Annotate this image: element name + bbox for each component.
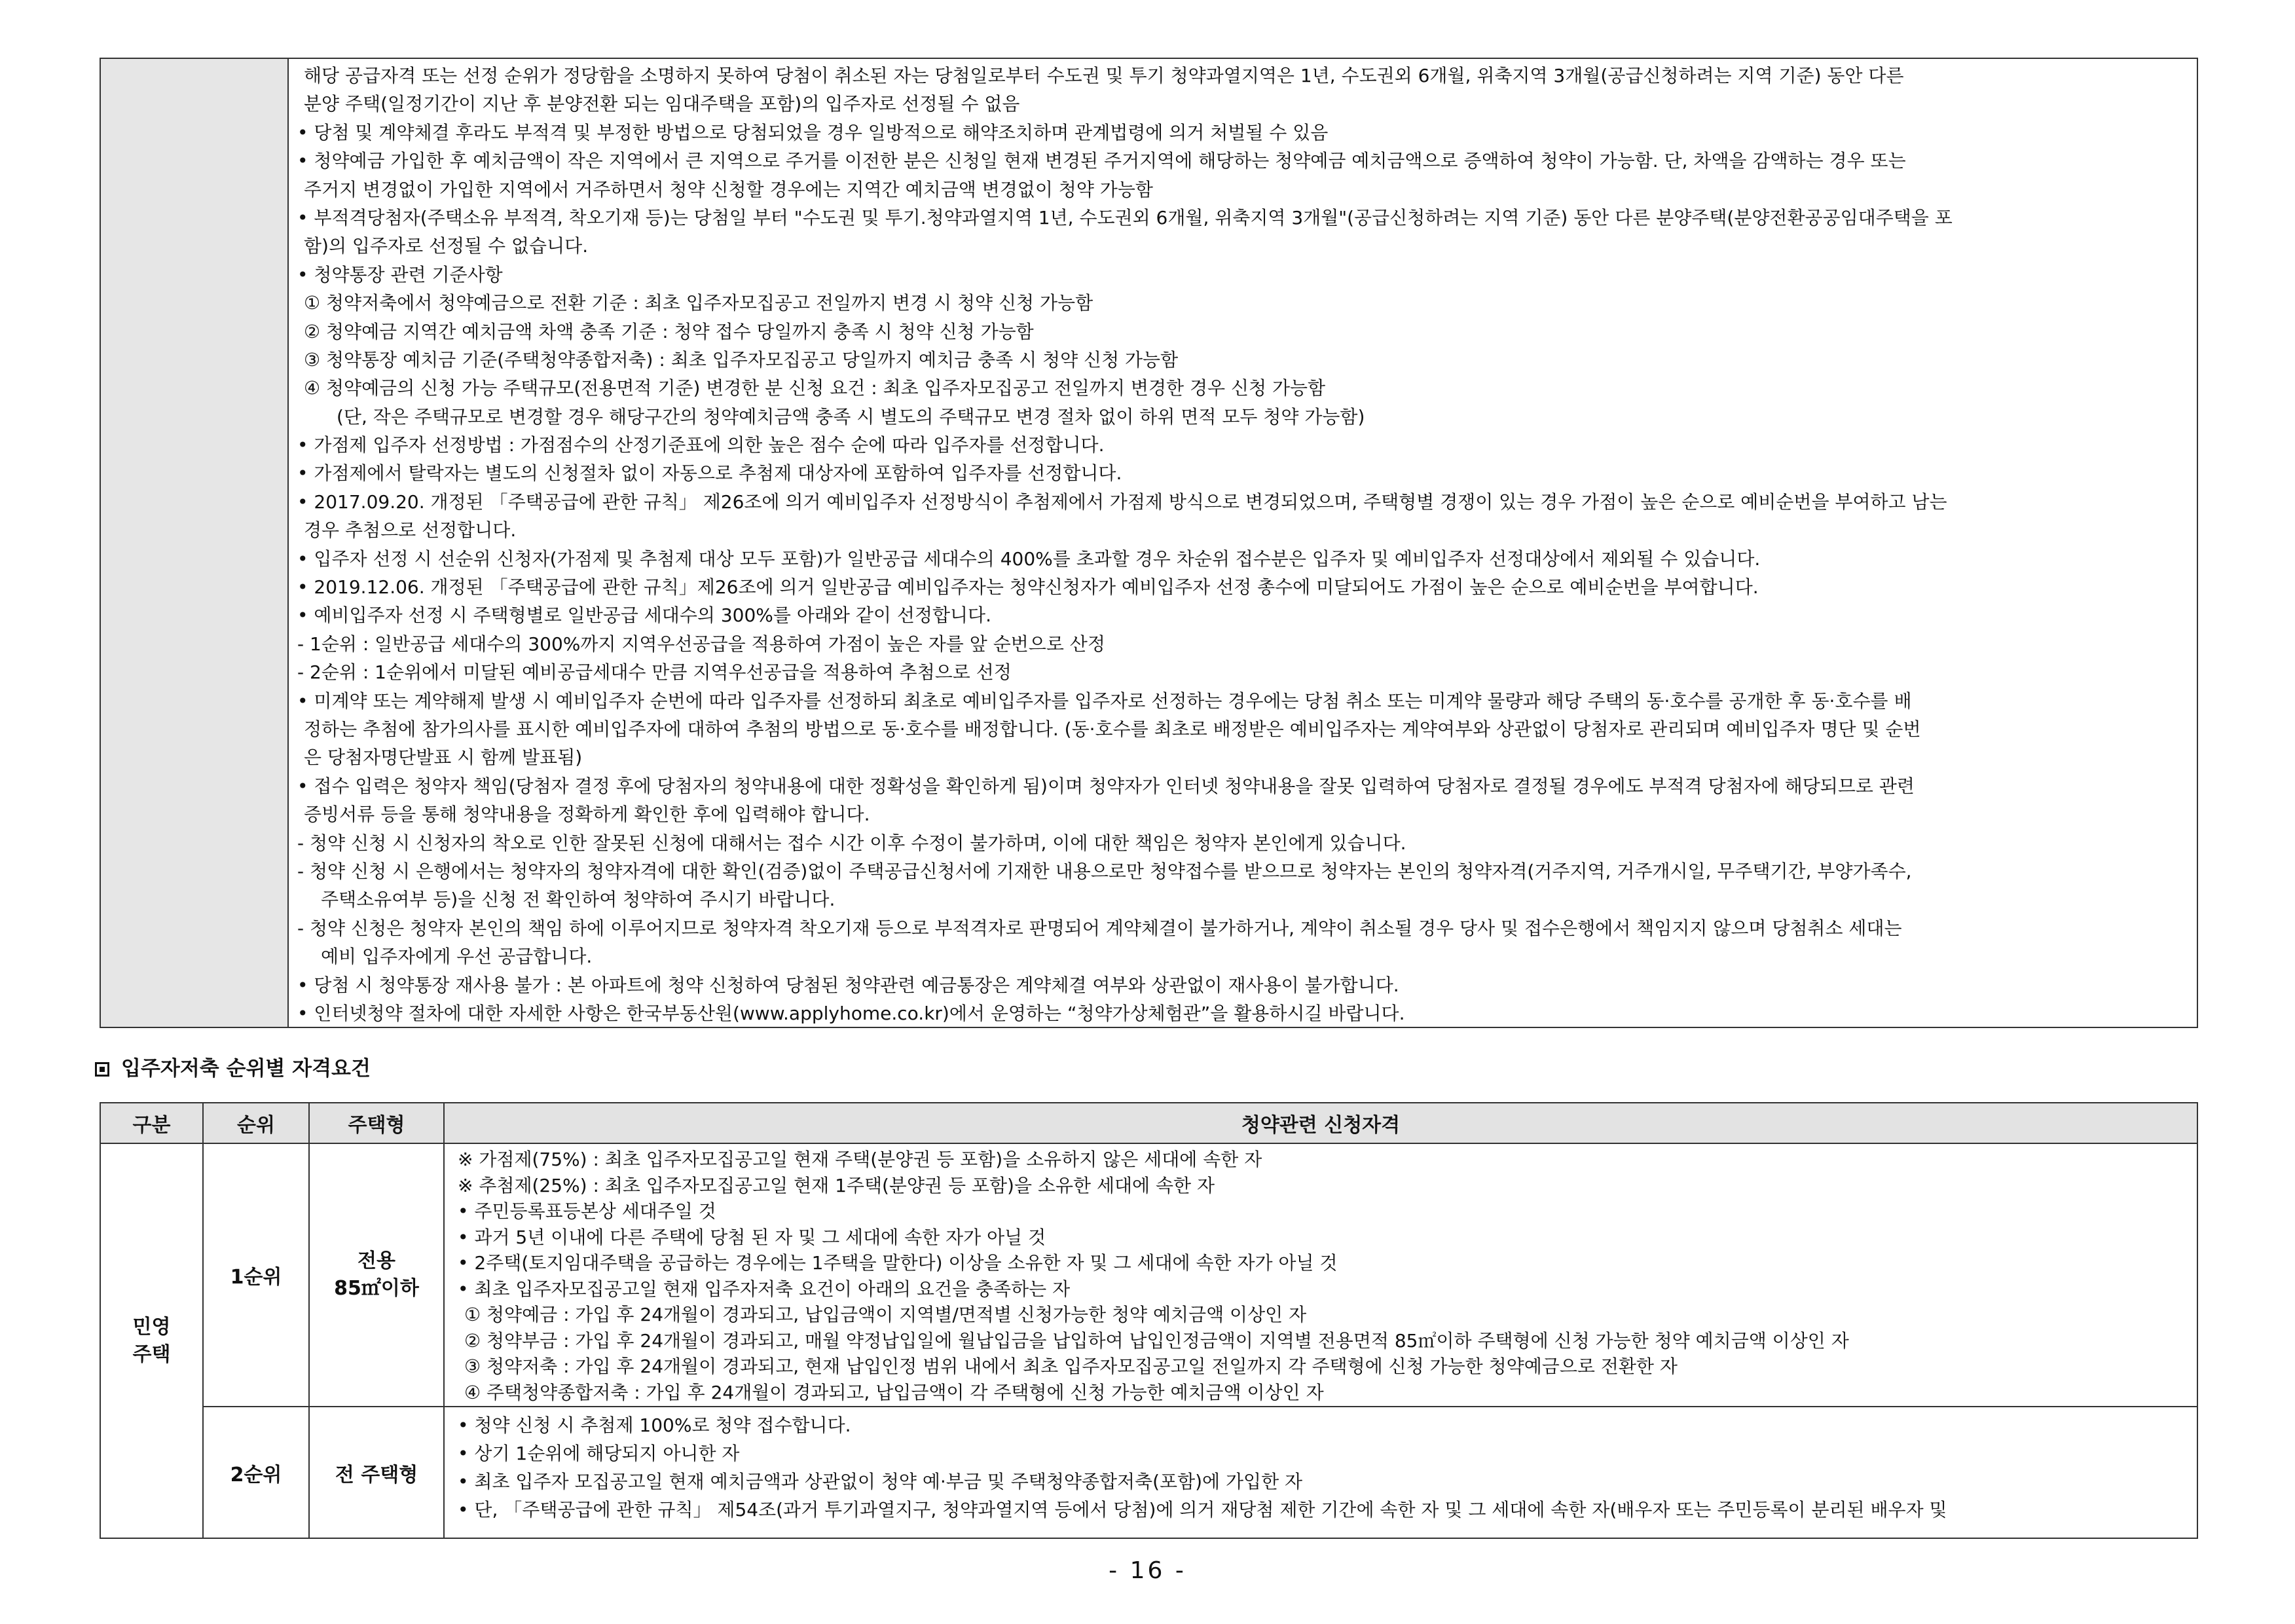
notice-line: ① 청약저축에서 청약예금으로 전환 기준 : 최초 입주자모집공고 전일까지 변경 시 청약 신청 가능함: [304, 292, 1093, 314]
header-house-type: 주택형: [310, 1103, 443, 1143]
rank2-line: • 단, 「주택공급에 관한 규칙」 제54조(과거 투기과열지구, 청약과열지역 등에서 당첨)에 의거 재당첨 제한 기간에 속한 자 및 그 세대에 속한 자(배우자 또는 주민등록이 분리된 배우자 및: [458, 1499, 1947, 1521]
notice-line: - 청약 신청 시 은행에서는 청약자의 청약자격에 대한 확인(검증)없이 주택공급신청서에 기재한 내용으로만 청약접수를 받으므로 청약자는 본인의 청약자격(거주지역, 거주개시일, 무주택기간, 부양가족수,: [297, 860, 1912, 882]
rank1-line: ① 청약예금 : 가입 후 24개월이 경과되고, 납입금액이 지역별/면적별 신청가능한 청약 예치금액 이상인 자: [464, 1304, 1307, 1325]
section-title-text: 입주자저축 순위별 자격요건: [121, 1057, 371, 1080]
notice-line: ② 청약예금 지역간 예치금액 차액 충족 기준 : 청약 접수 당일까지 충족 시 청약 신청 가능함: [304, 320, 1034, 342]
notice-line: 은 당첨자명단발표 시 함께 발표됨): [304, 747, 583, 769]
category-cell: 민영 주택: [132, 1315, 171, 1366]
notice-line: 예비 입주자에게 우선 공급합니다.: [321, 946, 593, 968]
notice-line: • 청약예금 가입한 후 예치금액이 작은 지역에서 큰 지역으로 주거를 이전한 분은 신청일 현재 변경된 주거지역에 해당하는 청약예금 예치금액으로 증액하여 청약이 가능함. 단, 차액을 감액하는 경우 또는: [297, 150, 1906, 172]
rank1-line: ③ 청약저축 : 가입 후 24개월이 경과되고, 현재 납입인정 범위 내에서 최초 입주자모집공고일 전일까지 각 주택형에 신청 가능한 청약예금으로 전환한 자: [464, 1356, 1678, 1377]
rank1-line: • 과거 5년 이내에 다른 주택에 당첨 된 자 및 그 세대에 속한 자가 아닐 것: [458, 1226, 1046, 1248]
rank1-line: ※ 가점제(75%) : 최초 입주자모집공고일 현재 주택(분양권 등 포함)을 소유하지 않은 세대에 속한 자: [458, 1149, 1262, 1170]
notice-line: • 당첨 시 청약통장 재사용 불가 : 본 아파트에 청약 신청하여 당첨된 청약관련 예금통장은 계약체결 여부와 상관없이 재사용이 불가합니다.: [297, 974, 1399, 996]
notice-line: 함)의 입주자로 선정될 수 없습니다.: [304, 235, 589, 257]
notice-line: 주거지 변경없이 가입한 지역에서 거주하면서 청약 신청할 경우에는 지역간 예치금액 변경없이 청약 가능함: [304, 178, 1153, 200]
notice-line: • 가점제 입주자 선정방법 : 가점점수의 산정기준표에 의한 높은 점수 순에 따라 입주자를 선정합니다.: [297, 434, 1105, 456]
notice-line: • 입주자 선정 시 선순위 신청자(가점제 및 추첨제 대상 모두 포함)가 일반공급 세대수의 400%를 초과할 경우 차순위 접수분은 입주자 및 예비입주자 선정대상에서 제외될 수 있습니다.: [297, 547, 1761, 570]
rank2-line: • 최초 입주자 모집공고일 현재 예치금액과 상관없이 청약 예·부금 및 주택청약종합저축(포함)에 가입한 자: [458, 1471, 1303, 1492]
section-title: [95, 1056, 371, 1082]
notice-table: [100, 58, 2198, 1028]
rank1-line: ② 청약부금 : 가입 후 24개월이 경과되고, 매월 약정납입일에 월납입금을 납입하여 납입인정금액이 지역별 전용면적 85㎡이하 주택형에 신청 가능한 청약 예치금액 이상인 자: [464, 1329, 1849, 1352]
notice-line: • 미계약 또는 계약해제 발생 시 예비입주자 순번에 따라 입주자를 선정하되 최초로 예비입주자를 입주자로 선정하는 경우에는 당첨 취소 또는 미계약 물량과 해당 주택의 동·호수를 공개한 후 동·호수를 배: [297, 690, 1912, 712]
page-number: - 16 -: [1109, 1557, 1186, 1584]
notice-line: • 가점제에서 탈락자는 별도의 신청절차 없이 자동으로 추첨제 대상자에 포함하여 입주자를 선정합니다.: [297, 462, 1122, 485]
rank2-house-type: 전 주택형: [335, 1463, 418, 1486]
notice-line: 주택소유여부 등)을 신청 전 확인하여 청약하여 주시기 바랍니다.: [321, 889, 835, 911]
notice-line: ④ 청약예금의 신청 가능 주택규모(전용면적 기준) 변경한 분 신청 요건 : 최초 입주자모집공고 전일까지 변경한 경우 신청 가능함: [304, 377, 1326, 399]
col-divider: [443, 1103, 445, 1538]
notice-line: • 접수 입력은 청약자 책임(당첨자 결정 후에 당첨자의 청약내용에 대한 정확성을 확인하게 됨)이며 청약자가 인터넷 청약내용을 잘못 입력하여 당첨자로 결정될 경우에도 부적격 당첨자에 해당되므로 관련: [297, 775, 1915, 797]
notice-label-column: [101, 59, 289, 1027]
notice-body: [297, 62, 2190, 1027]
rank1-cell: 1순위: [230, 1266, 282, 1289]
notice-line: • 인터넷청약 절차에 대한 자세한 사항은 한국부동산원(www.applyhome.co.kr)에서 운영하는 “청약가상체험관”을 활용하시길 바랍니다.: [297, 1002, 1405, 1024]
notice-line: • 2017.09.20. 개정된 「주택공급에 관한 규칙」 제26조에 의거 예비입주자 선정방식이 추첨제에서 가점제 방식으로 변경되었으며, 주택형별 경쟁이 있는 경우 가점이 높은 순으로 예비순번을 부여하고 남는: [297, 490, 1947, 513]
rank1-line: • 최초 입주자모집공고일 현재 입주자저축 요건이 아래의 요건을 충족하는 자: [458, 1278, 1071, 1300]
notice-line: - 1순위 : 일반공급 세대수의 300%까지 지역우선공급을 적용하여 가점이 높은 자를 앞 순번으로 산정: [297, 633, 1105, 655]
notice-line: • 예비입주자 선정 시 주택형별로 일반공급 세대수의 300%를 아래와 같이 선정합니다.: [297, 604, 992, 627]
notice-line: 증빙서류 등을 통해 청약내용을 정확하게 확인한 후에 입력해야 합니다.: [304, 803, 870, 826]
header-category: 구분: [101, 1103, 202, 1143]
notice-line: - 청약 신청 시 신청자의 착오로 인한 잘못된 신청에 대해서는 접수 시간 이후 수정이 불가하며, 이에 대한 책임은 청약자 본인에게 있습니다.: [297, 832, 1406, 854]
rank1-line: • 2주택(토지임대주택을 공급하는 경우에는 1주택을 말한다) 이상을 소유한 자 및 그 세대에 속한 자가 아닐 것: [458, 1252, 1338, 1274]
rank1-line: • 주민등록표등본상 세대주일 것: [458, 1200, 716, 1222]
rank1-line: ※ 추첨제(25%) : 최초 입주자모집공고일 현재 1주택(분양권 등 포함)을 소유한 세대에 속한 자: [458, 1174, 1215, 1196]
notice-line: 해당 공급자격 또는 선정 순위가 정당함을 소명하지 못하여 당첨이 취소된 자는 당첨일로부터 수도권 및 투기 청약과열지역은 1년, 수도권외 6개월, 위축지역 3개월(공급신청하려는 지역 기준) 동안 다른: [304, 65, 1904, 86]
rank1-line: ④ 주택청약종합저축 : 가입 후 24개월이 경과되고, 납입금액이 각 주택형에 신청 가능한 예치금액 이상인 자: [464, 1381, 1324, 1403]
header-qualification: 청약관련 신청자격: [445, 1103, 2197, 1143]
rank2-line: • 청약 신청 시 추첨제 100%로 청약 접수합니다.: [458, 1414, 851, 1436]
notice-line: 분양 주택(일정기간이 지난 후 분양전환 되는 임대주택을 포함)의 입주자로 선정될 수 없음: [304, 93, 1020, 115]
notice-line: 정하는 추첨에 참가의사를 표시한 예비입주자에 대하여 추첨의 방법으로 동·호수를 배정합니다. (동·호수를 최초로 배정받은 예비입주자는 계약여부와 상관없이 당첨자로 관리되며 예비입주자 명단 및 순번: [304, 718, 1921, 740]
notice-line: 경우 추첨으로 선정합니다.: [304, 519, 517, 542]
rank1-house-type: 전용 85㎡이하: [334, 1249, 419, 1300]
notice-line: • 청약통장 관련 기준사항: [297, 263, 503, 286]
rank-divider: [204, 1406, 2197, 1407]
notice-line: • 2019.12.06. 개정된 「주택공급에 관한 규칙」제26조에 의거 일반공급 예비입주자는 청약신청자가 예비입주자 선정 총수에 미달되어도 가점이 높은 순으로 예비순번을 부여합니다.: [297, 576, 1759, 599]
rank1-qualifications: [458, 1147, 2186, 1405]
notice-line: - 2순위 : 1순위에서 미달된 예비공급세대수 만큼 지역우선공급을 적용하여 추첨으로 선정: [297, 661, 1012, 684]
square-bullet-icon: [95, 1062, 109, 1077]
rank2-line: • 상기 1순위에 해당되지 아니한 자: [458, 1443, 740, 1464]
rank2-qualifications: [458, 1411, 2186, 1524]
notice-line: (단, 작은 주택규모로 변경할 경우 해당구간의 청약예치금액 충족 시 별도의 주택규모 변경 절차 없이 하위 면적 모두 청약 가능함): [337, 405, 1365, 428]
notice-line: • 부적격당첨자(주택소유 부적격, 착오기재 등)는 당첨일 부터 "수도권 및 투기.청약과열지역 1년, 수도권외 6개월, 위축지역 3개월"(공급신청하려는 지역 기준) 동안 다른 분양주택(분양전환공공임대주택을 포: [297, 206, 1953, 229]
notice-line: ③ 청약통장 예치금 기준(주택청약종합저축) : 최초 입주자모집공고 당일까지 예치금 충족 시 청약 신청 가능함: [304, 348, 1179, 371]
notice-line: - 청약 신청은 청약자 본인의 책임 하에 이루어지므로 청약자격 착오기재 등으로 부적격자로 판명되어 계약체결이 불가하거나, 계약이 취소될 경우 당사 및 접수은행에서 책임지지 않으며 당첨취소 세대는: [297, 917, 1902, 939]
qualification-table: [100, 1102, 2198, 1539]
header-rank: 순위: [204, 1103, 308, 1143]
notice-line: • 당첨 및 계약체결 후라도 부적격 및 부정한 방법으로 당첨되었을 경우 일방적으로 해약조치하며 관계법령에 의거 처벌될 수 있음: [297, 121, 1329, 143]
rank2-cell: 2순위: [230, 1463, 282, 1486]
